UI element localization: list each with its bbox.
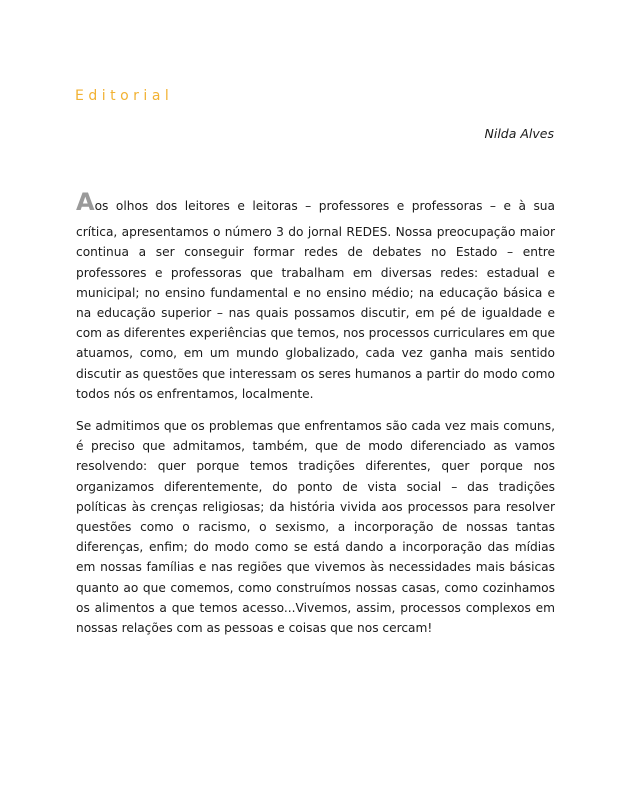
first-line: [76, 188, 555, 216]
paragraph-2: Se admitimos que os problemas que enfrentamos são cada vez mais comuns, é preciso que admitamos, também, que de modo diferenciado as vamos resolvendo: quer porque temos tradições diferentes, quer porque nos organizamos diferentemente, do ponto de vista social – das tradições políticas às crenças religiosas; da história vivida aos processos para resolver questões como o racismo, o sexismo, a incorporação de nossas tantas diferenças, enfim; do modo como se está dando a incorporação das mídias em nossas famílias e nas regiões que vivemos às necessidades mais básicas quanto ao que comemos, como construímos nossas casas, como cozinhamos os alimentos a que temos acesso...Vivemos, assim, processos complexos em nossas relações com as pessoas e coisas que nos cercam!: [76, 419, 555, 636]
paragraph-1-text: crítica, apresentamos o número 3 do jornal REDES. Nossa preocupação maior continua a ser conseguir formar redes de debates no Estado – entre professores e professoras que trabalham em diversas redes: estadual e municipal; no ensino fundamental e no ensino médio; na educação básica e na educação superior – nas quais possamos discutir, em pé de igualdade e com as diferentes experiências que temos, nos processos curriculares em que atuamos, como, em um mundo globalizado, cada vez ganha mais sentido discutir as questões que interessam os seres humanos a partir do modo como todos nós os enfrentamos, localmente.: [76, 225, 555, 401]
paragraph-1: [76, 188, 555, 404]
first-line-text: os olhos dos leitores e leitoras – professores e professoras – e à sua: [94, 199, 555, 213]
drop-cap: A: [76, 188, 95, 216]
author-name: Nilda Alves: [484, 126, 554, 141]
section-title: Editorial: [75, 88, 174, 104]
article-body: [76, 188, 555, 638]
